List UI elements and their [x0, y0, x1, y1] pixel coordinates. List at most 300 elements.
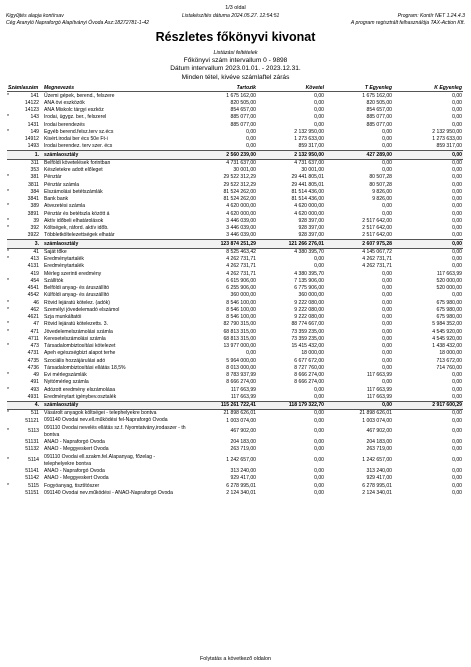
- credit-balance: 0,00: [452, 232, 463, 239]
- credit-value: 0,00: [314, 121, 325, 128]
- credit-value: 0,00: [314, 99, 325, 106]
- credit-balance: 0,00: [393, 151, 463, 159]
- account-name: Kisért.irodai ber écs 50e Ft-i: [44, 136, 108, 143]
- debit-value: 5 964 000,00: [226, 357, 257, 364]
- table-row: [7, 278, 463, 285]
- credit-value: 15 415 432,00: [291, 343, 325, 350]
- table-row: [7, 343, 463, 350]
- account-name: Társadalombiztosítási ellátás 18,5%: [44, 364, 126, 371]
- debit-value: 885 077,00: [230, 114, 257, 121]
- account-number: 3922: [27, 232, 40, 239]
- credit-balance: 0,00: [452, 159, 463, 166]
- credit-balance: 0,00: [452, 410, 463, 417]
- account-name: Irodai, ügygz. ber., felszerel: [44, 114, 107, 121]
- account-name: Többletköltelezettségek elhatár: [44, 232, 115, 239]
- credit-value: 0,00: [314, 263, 325, 270]
- row-marker: *: [7, 256, 9, 263]
- debit-value: 360 000,00: [230, 292, 257, 299]
- debit-balance: 2 517 642,00: [362, 232, 393, 239]
- credit-balance: 4 545 920,00: [432, 328, 463, 335]
- col-credit-balance: K Egyenleg: [393, 84, 463, 92]
- debit-balance: 4 145 067,72: [362, 248, 393, 255]
- table-row: [7, 263, 463, 270]
- row-marker: *: [7, 92, 9, 99]
- table-row: [7, 425, 463, 439]
- debit-value: 21 898 626,01: [223, 410, 257, 417]
- table-row: [7, 292, 463, 299]
- row-marker: *: [7, 248, 9, 255]
- credit-value: 2 132 950,00: [294, 128, 325, 135]
- debit-balance: 0,00: [382, 128, 393, 135]
- credit-balance: 0,00: [452, 393, 463, 400]
- debit-value: 82 790 315,00: [223, 321, 257, 328]
- account-name: számlaosztály: [43, 401, 187, 409]
- account-number: 143: [30, 114, 40, 121]
- credit-value: 0,00: [314, 489, 325, 496]
- table-row: [7, 490, 463, 497]
- account-name: Külföldi anyag- és áruszállító: [44, 292, 110, 299]
- table-row: [7, 446, 463, 453]
- debit-balance: 2 607 975,28: [325, 240, 393, 248]
- account-name: Eredménytartalék: [44, 256, 84, 263]
- account-name: Fogyóanyag, tisztítószer: [44, 482, 100, 489]
- account-name: Szja munkáltatói: [44, 314, 82, 321]
- account-number: 473: [30, 343, 40, 350]
- credit-value: 0,00: [314, 475, 325, 482]
- account-number: 51121: [25, 417, 40, 424]
- debit-value: 8 783 937,99: [226, 372, 257, 379]
- table-row: [7, 189, 463, 196]
- debit-balance: 885 077,00: [366, 114, 393, 121]
- credit-value: 73 359 235,00: [291, 335, 325, 342]
- account-number: 4.: [13, 401, 43, 409]
- table-row: [7, 307, 463, 314]
- debit-balance: 6 278 995,01: [362, 482, 393, 489]
- account-name: ANA övi eszközök: [44, 99, 85, 106]
- table-row: [7, 232, 463, 240]
- table-row: [7, 468, 463, 475]
- debit-balance: 929 417,00: [366, 475, 393, 482]
- table-row: [7, 321, 463, 328]
- table-row: [7, 159, 463, 167]
- account-name: Adózott eredmény elszámolása: [44, 386, 116, 393]
- credit-value: 7 135 906,00: [294, 277, 325, 284]
- table-row: [7, 475, 463, 482]
- credit-value: 88 774 667,00: [291, 321, 325, 328]
- debit-value: 68 813 315,00: [223, 328, 257, 335]
- account-number: 149: [30, 128, 40, 135]
- account-number: 1493: [27, 143, 40, 150]
- credit-balance: 0,00: [452, 292, 463, 299]
- account-name: Személyi jövedelemadó elszámol: [44, 306, 120, 313]
- table-row: [7, 336, 463, 343]
- credit-balance: 0,00: [452, 99, 463, 106]
- debit-value: 1 003 074,00: [226, 417, 257, 424]
- row-marker: *: [7, 225, 9, 232]
- debit-balance: 313 240,00: [366, 468, 393, 475]
- account-name: Saját tőke: [44, 248, 67, 255]
- credit-balance: 0,00: [452, 174, 463, 181]
- account-name: Pénztár számla: [44, 181, 80, 188]
- account-name: Apeh egészségbizt alapot terhe: [44, 350, 116, 357]
- debit-balance: 0,00: [382, 159, 393, 166]
- debit-value: 4 262 731,71: [226, 263, 257, 270]
- account-number: 46: [33, 299, 40, 306]
- account-name: Elszámolási betétszámlák: [44, 188, 103, 195]
- debit-balance: 2 124 340,01: [362, 489, 393, 496]
- debit-value: 0,00: [246, 128, 257, 135]
- debit-balance: 0,00: [382, 285, 393, 292]
- debit-value: 8 546 100,00: [226, 314, 257, 321]
- table-row: [7, 285, 463, 292]
- account-name: 091110 Óvodai ell.szakm.fel.Alapanyag, főzelag - telephelyekre bontva: [44, 453, 156, 467]
- account-number: 5114: [28, 457, 40, 464]
- account-number: 4542: [27, 292, 40, 299]
- registered-user: A program regisztrált felhasználója TAX-Action Kft.: [350, 19, 465, 26]
- account-name: 091140 Óvodai nev.működési - ANAÓ-Napraforgó Óvoda: [44, 489, 173, 496]
- table-row: [7, 129, 463, 136]
- debit-value: 854 657,00: [230, 107, 257, 114]
- table-row: [7, 299, 463, 306]
- debit-balance: 0,00: [325, 401, 393, 409]
- page-number: 1/3 oldal: [225, 5, 246, 11]
- credit-balance: 0,00: [452, 121, 463, 128]
- debit-balance: 0,00: [382, 357, 393, 364]
- debit-balance: 2 517 642,00: [362, 225, 393, 232]
- debit-balance: 204 183,00: [366, 439, 393, 446]
- account-number: 4541: [27, 285, 40, 292]
- account-name: Egyéb berend.felsz.terv sz.écs: [44, 128, 114, 135]
- account-number: 51132: [25, 446, 40, 453]
- debit-value: 123 874 251,29: [187, 240, 257, 248]
- debit-balance: 885 077,00: [366, 121, 393, 128]
- table-row: [7, 100, 463, 107]
- table-row: [7, 394, 463, 402]
- debit-balance: 467 902,00: [366, 428, 393, 435]
- account-name: Szociális hozzájárulási adó: [44, 357, 106, 364]
- credit-value: 360 000,00: [298, 292, 325, 299]
- debit-balance: 9 826,00: [372, 196, 393, 203]
- account-name: Pénztár és betétszla között á: [44, 210, 110, 217]
- account-number: 511: [30, 410, 40, 417]
- debit-value: 115 261 722,41: [187, 401, 257, 409]
- debit-balance: 0,00: [382, 314, 393, 321]
- account-number: 4621: [27, 314, 40, 321]
- credit-value: 29 441 805,01: [291, 174, 325, 181]
- debit-balance: 0,00: [382, 210, 393, 217]
- account-number: 39: [33, 217, 40, 224]
- credit-value: 9 222 080,00: [294, 314, 325, 321]
- debit-value: 117 663,99: [230, 386, 257, 393]
- account-number: 353: [30, 167, 40, 174]
- account-number: 51131: [25, 439, 40, 446]
- table-row: [7, 181, 463, 188]
- col-debit-balance: T Egyenleg: [325, 84, 393, 92]
- account-number: 49: [33, 372, 40, 379]
- account-number: 3841: [27, 196, 40, 203]
- account-number: 141: [30, 92, 40, 99]
- debit-balance: 0,00: [382, 136, 393, 143]
- table-row: [7, 121, 463, 128]
- account-number: 4731: [27, 350, 40, 357]
- row-marker: *: [7, 386, 9, 393]
- credit-balance: 714 760,00: [436, 364, 463, 371]
- account-number: 4931: [27, 393, 40, 400]
- source-label: Kigyűjtés alapja kontírsav: [6, 13, 64, 19]
- debit-value: 4 620 000,00: [226, 210, 257, 217]
- credit-value: 4 620 000,00: [294, 210, 325, 217]
- debit-balance: 854 657,00: [366, 107, 393, 114]
- account-number: 4131: [27, 263, 40, 270]
- debit-balance: 820 505,00: [366, 99, 393, 106]
- credit-balance: 520 000,00: [436, 285, 463, 292]
- continuation-note: Folytatás a következő oldalon: [199, 656, 272, 662]
- credit-value: 118 179 322,70: [257, 401, 325, 409]
- account-number: 419: [30, 270, 40, 277]
- credit-value: 29 441 805,01: [291, 181, 325, 188]
- debit-value: 885 077,00: [230, 121, 257, 128]
- debit-value: 68 813 315,00: [223, 335, 257, 342]
- credit-balance: 520 000,00: [436, 277, 463, 284]
- account-name: Költségek, ráford. aktív időb.: [44, 225, 109, 232]
- credit-value: 30 001,00: [301, 167, 325, 174]
- debit-balance: 0,00: [382, 350, 393, 357]
- debit-balance: 0,00: [382, 343, 393, 350]
- account-number: 5115: [28, 482, 40, 489]
- credit-value: 928 397,00: [298, 225, 325, 232]
- credit-balance: 0,00: [452, 439, 463, 446]
- debit-value: 13 977 000,00: [223, 343, 257, 350]
- credit-balance: 1 273 633,00: [432, 136, 463, 143]
- debit-value: 4 620 000,00: [226, 203, 257, 210]
- debit-value: 1 675 162,00: [226, 92, 257, 99]
- account-number: 41: [33, 248, 40, 255]
- table-row: [7, 136, 463, 143]
- account-name: Társadalombiztosítási kötelezet: [44, 343, 116, 350]
- class-total-row: [7, 240, 463, 248]
- debit-balance: 263 719,00: [366, 446, 393, 453]
- credit-value: 1 273 633,00: [294, 136, 325, 143]
- credit-balance: 0,00: [452, 92, 463, 99]
- row-marker: *: [7, 299, 9, 306]
- debit-value: 0,00: [246, 350, 257, 357]
- credit-value: 121 266 276,01: [257, 240, 325, 248]
- header-row-2: [0, 20, 471, 27]
- account-number: 3811: [28, 181, 40, 188]
- row-marker: *: [7, 306, 9, 313]
- account-name: ANA Miskolc tárgyi eszköz: [44, 107, 104, 114]
- credit-value: 0,00: [314, 393, 325, 400]
- row-marker: *: [7, 372, 9, 379]
- debit-balance: 117 663,99: [366, 393, 393, 400]
- account-name: Szállítók: [44, 277, 64, 284]
- credit-value: 0,00: [314, 457, 325, 464]
- account-number: 14122: [24, 99, 40, 106]
- credit-balance: 0,00: [452, 475, 463, 482]
- account-name: Rövid lejáratú kötelezetts. 3.: [44, 321, 109, 328]
- row-marker: *: [7, 203, 9, 210]
- account-name: ANAÓ - Meggyeskert Óvoda: [44, 446, 109, 453]
- credit-balance: 0,00: [452, 372, 463, 379]
- credit-value: 0,00: [314, 482, 325, 489]
- credit-value: 4 380 395,70: [294, 270, 325, 277]
- table-row: [7, 256, 463, 263]
- row-marker: *: [7, 328, 9, 335]
- table-header: [7, 84, 463, 92]
- table-row: [7, 365, 463, 372]
- debit-balance: 1 242 657,00: [362, 457, 393, 464]
- credit-balance: 0,00: [452, 107, 463, 114]
- table-row: [7, 225, 463, 232]
- credit-value: 0,00: [314, 256, 325, 263]
- table-row: [7, 328, 463, 335]
- col-account: Számlaszám: [7, 84, 43, 92]
- account-name: Üzemi gépek, berend., felszere: [44, 92, 115, 99]
- table-row: [7, 410, 463, 418]
- account-number: 491: [30, 379, 40, 386]
- ledger-table: [7, 84, 463, 497]
- credit-value: 18 000,00: [301, 350, 325, 357]
- account-name: ANAÓ - Napraforgó Óvoda: [44, 439, 105, 446]
- debit-value: 2 124 340,01: [226, 489, 257, 496]
- table-row: [7, 174, 463, 181]
- debit-value: 81 524 262,00: [223, 188, 257, 195]
- credit-value: 8 666 274,00: [294, 379, 325, 386]
- credit-value: 859 317,00: [298, 143, 325, 150]
- table-row: [7, 167, 463, 174]
- account-name: Belföldi anyag- és áruszállító: [44, 285, 110, 292]
- account-number: 311: [30, 159, 40, 166]
- row-marker: *: [7, 410, 9, 417]
- credit-value: 6 677 672,00: [294, 357, 325, 364]
- debit-value: 820 505,00: [230, 99, 257, 106]
- row-marker: *: [7, 321, 9, 328]
- debit-balance: 4 262 731,71: [362, 263, 393, 270]
- table-row: [7, 218, 463, 225]
- account-range: Főkönyvi szám intervallum 0 - 9898: [183, 57, 288, 64]
- account-number: 3.: [13, 240, 43, 248]
- filters-label: Listázási feltételek: [213, 50, 258, 56]
- credit-value: 73 359 235,00: [291, 328, 325, 335]
- credit-balance: 0,00: [452, 379, 463, 386]
- created-date: Listakészítés dátuma 2024.05.27. 12:54:51: [181, 13, 280, 19]
- account-number: 5113: [28, 428, 40, 435]
- table-row: [7, 203, 463, 210]
- debit-value: 4 731 637,00: [226, 159, 257, 166]
- debit-value: 8 666 274,00: [226, 379, 257, 386]
- credit-value: 2 132 950,00: [257, 151, 325, 159]
- credit-value: 0,00: [314, 468, 325, 475]
- debit-value: 3 446 039,00: [226, 217, 257, 224]
- debit-balance: 80 507,28: [369, 181, 393, 188]
- debit-balance: 21 898 626,01: [359, 410, 393, 417]
- debit-value: 8 546 100,00: [226, 306, 257, 313]
- debit-value: 4 262 731,71: [226, 270, 257, 277]
- account-number: 389: [30, 203, 40, 210]
- credit-balance: 675 980,00: [436, 299, 463, 306]
- account-number: 384: [30, 188, 40, 195]
- debit-balance: 117 663,99: [366, 372, 393, 379]
- debit-balance: 2 517 642,00: [362, 217, 393, 224]
- credit-balance: 0,00: [452, 468, 463, 475]
- debit-value: 204 183,00: [230, 439, 257, 446]
- credit-value: 8 727 760,00: [294, 364, 325, 371]
- account-number: 462: [30, 306, 40, 313]
- account-name: Eredménytartalék: [44, 263, 84, 270]
- debit-value: 30 001,00: [233, 167, 257, 174]
- table-row: [7, 372, 463, 379]
- account-name: Irodai berendez. terv szer. écs: [44, 143, 113, 150]
- col-credit: Követel: [257, 84, 325, 92]
- account-number: 471: [30, 328, 40, 335]
- debit-balance: 0,00: [382, 379, 393, 386]
- debit-value: 6 278 995,01: [226, 482, 257, 489]
- credit-balance: 18 000,00: [439, 350, 463, 357]
- debit-value: 3 446 039,00: [226, 225, 257, 232]
- date-range: Dátum intervallum 2023.01.01. - 2023.12.31.: [170, 65, 301, 73]
- table-row: [7, 379, 463, 386]
- debit-value: 467 902,00: [230, 428, 257, 435]
- row-marker: *: [7, 428, 9, 435]
- credit-balance: 0,00: [452, 428, 463, 435]
- row-marker: *: [7, 114, 9, 121]
- account-number: 4736: [27, 364, 40, 371]
- debit-balance: 0,00: [382, 321, 393, 328]
- account-number: 4735: [27, 357, 40, 364]
- debit-value: 117 663,99: [230, 393, 257, 400]
- credit-balance: 0,00: [393, 240, 463, 248]
- account-number: 381: [30, 174, 40, 181]
- debit-balance: 1 675 162,00: [362, 92, 393, 99]
- credit-value: 6 775 906,00: [294, 285, 325, 292]
- account-number: 14123: [24, 107, 40, 114]
- table-row: [7, 107, 463, 114]
- table-row: [7, 350, 463, 357]
- credit-balance: 4 545 920,00: [432, 335, 463, 342]
- account-name: Mérleg szerinti eredmény: [44, 270, 102, 277]
- row-marker: *: [7, 128, 9, 135]
- account-name: Irodai berendezés: [44, 121, 85, 128]
- credit-value: 81 514 436,00: [291, 188, 325, 195]
- account-number: 51141: [25, 468, 40, 475]
- account-name: 091110 Óvodai nevelés ellátás sz.f. Nyomtatvány,irodaszer - th bontva: [44, 424, 186, 438]
- credit-value: 0,00: [314, 417, 325, 424]
- credit-balance: 859 317,00: [436, 143, 463, 150]
- debit-balance: 0,00: [382, 306, 393, 313]
- row-marker: *: [7, 174, 9, 181]
- account-number: 493: [30, 386, 40, 393]
- table-row: [7, 386, 463, 393]
- debit-balance: 0,00: [382, 364, 393, 371]
- row-marker: *: [7, 343, 9, 350]
- credit-value: 0,00: [314, 92, 325, 99]
- table-row: [7, 314, 463, 321]
- account-name: Átvezetési számla: [44, 203, 86, 210]
- credit-value: 4 620 000,00: [294, 203, 325, 210]
- account-name: számlaosztály: [43, 240, 187, 248]
- account-name: Rövid lejáratú kötelez. (adók): [44, 299, 110, 306]
- row-marker: *: [7, 217, 9, 224]
- credit-balance: 0,00: [452, 210, 463, 217]
- table-row: [7, 439, 463, 446]
- account-name: Készletekre adott előleget: [44, 167, 103, 174]
- credit-value: 9 222 080,00: [294, 299, 325, 306]
- account-number: 1.: [13, 151, 43, 159]
- credit-balance: 2 917 600,29: [393, 401, 463, 409]
- credit-balance: 0,00: [452, 114, 463, 121]
- credit-value: 0,00: [314, 114, 325, 121]
- table-row: [7, 114, 463, 121]
